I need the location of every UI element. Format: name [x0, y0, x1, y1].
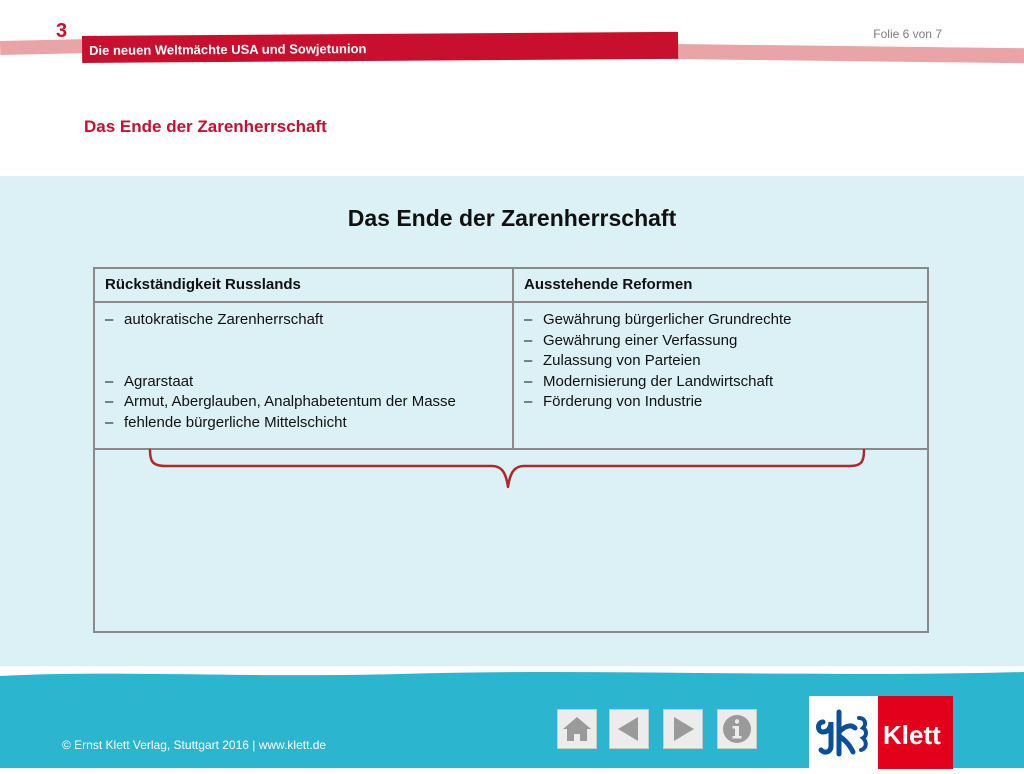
list-item: – fehlende bürgerliche Mittelschicht [105, 413, 456, 434]
list-item: – Armut, Aberglauben, Analphabetentum der Masse [105, 392, 456, 413]
klett-emblem-icon [809, 696, 878, 769]
list-item: – autokratische Zarenherrschaft [105, 310, 456, 331]
header-stripe-right [676, 44, 1024, 63]
bullet-dash: – [524, 393, 533, 410]
arrow-right-icon [664, 710, 702, 748]
home-icon [558, 710, 596, 748]
table-header-divider [95, 301, 927, 303]
slide-heading: Das Ende der Zarenherrschaft [347, 205, 677, 231]
copyright-text: © Ernst Klett Verlag, Stuttgart 2016 | www.klett.de [62, 738, 327, 752]
header-stripe-left [0, 39, 90, 55]
home-button[interactable] [557, 709, 597, 749]
list-item: – Zulassung von Parteien [524, 351, 791, 372]
reforms-list [524, 310, 791, 413]
bullet-dash: – [105, 372, 114, 390]
list-item: – Förderung von Industrie [524, 392, 791, 413]
list-item: – Agrarstaat [105, 372, 456, 393]
info-button[interactable] [717, 709, 757, 749]
bullet-dash: – [524, 352, 533, 369]
curly-brace-icon [140, 447, 870, 497]
previous-slide-button[interactable] [609, 709, 649, 749]
arrow-left-icon [610, 710, 648, 748]
list-item: – Gewährung einer Verfassung [524, 331, 791, 352]
klett-logo[interactable] [809, 696, 953, 769]
chapter-banner-text: Die neuen Weltmächte USA und Sowjetunion [89, 41, 367, 58]
list-item: – Gewährung bürgerlicher Grundrechte [524, 310, 791, 331]
column-header-backwardness: Rückständigkeit Russlands [105, 276, 301, 293]
list-spacer [105, 331, 456, 352]
footer-wave [0, 666, 1024, 680]
list-spacer [105, 351, 456, 372]
info-icon [718, 710, 756, 748]
list-item: – Modernisierung der Landwirtschaft [524, 372, 791, 393]
backwardness-list [105, 310, 456, 433]
slide-content [0, 176, 1024, 666]
next-slide-button[interactable] [663, 709, 703, 749]
column-header-reforms: Ausstehende Reformen [524, 276, 693, 293]
bullet-dash: – [524, 311, 533, 328]
bullet-dash: – [105, 393, 114, 410]
table-column-divider [512, 269, 514, 449]
slide-header [0, 0, 1024, 176]
slide-counter: Folie 6 von 7 [873, 27, 942, 41]
bullet-dash: – [105, 413, 114, 431]
klett-wordmark [878, 696, 953, 769]
bullet-dash: – [524, 331, 533, 349]
slide-footer [0, 666, 1024, 768]
chapter-banner [82, 32, 678, 63]
klett-emblem [809, 696, 878, 769]
bullet-dash: – [105, 311, 114, 328]
section-title: Das Ende der Zarenherrschaft [84, 117, 327, 136]
bullet-dash: – [524, 372, 533, 390]
chapter-number: 3 [56, 20, 68, 42]
klett-wordmark-text: Klett [883, 720, 941, 750]
